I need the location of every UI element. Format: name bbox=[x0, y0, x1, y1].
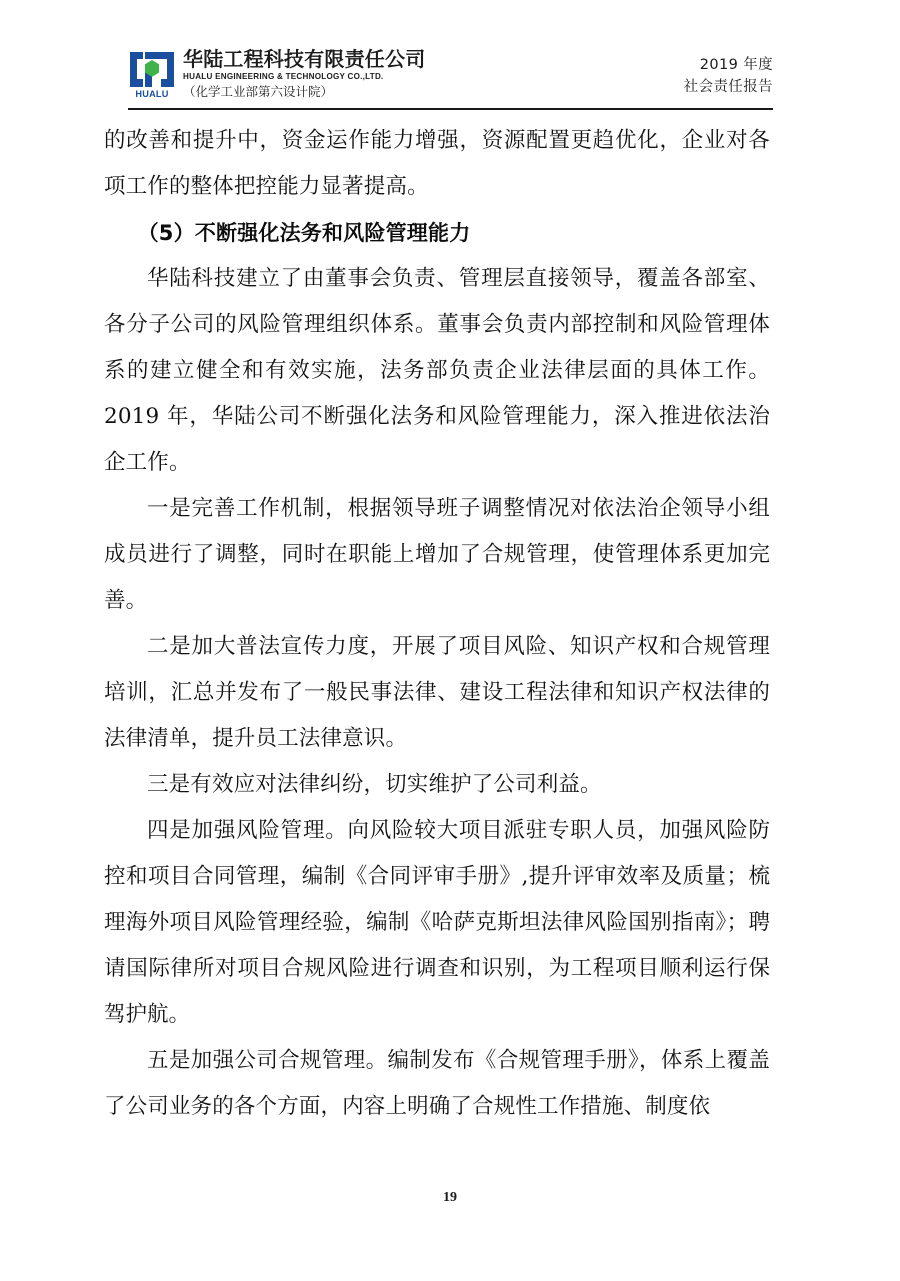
company-name-en: HUALU ENGINEERING & TECHNOLOGY CO.,LTD. bbox=[183, 72, 384, 82]
company-name-sub: （化学工业部第六设计院） bbox=[183, 84, 334, 100]
svg-text:HUALU: HUALU bbox=[135, 89, 169, 98]
paragraph-item-one: 一是完善工作机制，根据领导班子调整情况对依法治企领导小组成员进行了调整，同时在职能上增加了合规管理，使管理体系更加完善。 bbox=[104, 496, 770, 613]
paragraph-risk-system: 华陆科技建立了由董事会负责、管理层直接领导，覆盖各部室、各分子公司的风险管理组织体系。董事会负责内部控制和风险管理体系的建立健全和有效实施，法务部负责企业法律层面的具体工作。2019 年，华陆公司不断强化法务和风险管理能力，深入推进依法治企工作。 bbox=[104, 266, 770, 475]
company-brand bbox=[128, 48, 425, 100]
page-header bbox=[128, 48, 773, 110]
report-year: 2019 年度 bbox=[699, 57, 773, 73]
paragraph-item-two: 二是加大普法宣传力度，开展了项目风险、知识产权和合规管理培训，汇总并发布了一般民事法律、建设工程法律和知识产权法律的法律清单，提升员工法律意识。 bbox=[104, 634, 770, 751]
paragraph-item-five: 五是加强公司合规管理。编制发布《合规管理手册》，体系上覆盖了公司业务的各个方面，内容上明确了合规性工作措施、制度依 bbox=[104, 1048, 770, 1119]
document-body bbox=[104, 118, 770, 1130]
company-name-block bbox=[183, 48, 425, 100]
page-footer bbox=[0, 1186, 900, 1206]
report-name: 社会责任报告 bbox=[683, 79, 773, 96]
company-name-cn: 华陆工程科技有限责任公司 bbox=[183, 47, 426, 71]
paragraph-item-three: 三是有效应对法律纠纷，切实维护了公司利益。 bbox=[147, 772, 602, 797]
page-number: 19 bbox=[443, 1190, 457, 1205]
hualu-logo-icon bbox=[128, 48, 176, 98]
section-heading-5: （5）不断强化法务和风险管理能力 bbox=[137, 221, 471, 245]
paragraph-continuation: 的改善和提升中，资金运作能力增强，资源配置更趋优化，企业对各项工作的整体把控能力显著提高。 bbox=[104, 128, 770, 199]
paragraph-item-four: 四是加强风险管理。向风险较大项目派驻专职人员，加强风险防控和项目合同管理，编制《合同评审手册》,提升评审效率及质量；梳理海外项目风险管理经验，编制《哈萨克斯坦法律风险国别指南》；聘请国际律所对项目合规风险进行调查和识别，为工程项目顺利运行保驾护航。 bbox=[104, 818, 770, 1027]
header-report-title bbox=[684, 48, 773, 99]
